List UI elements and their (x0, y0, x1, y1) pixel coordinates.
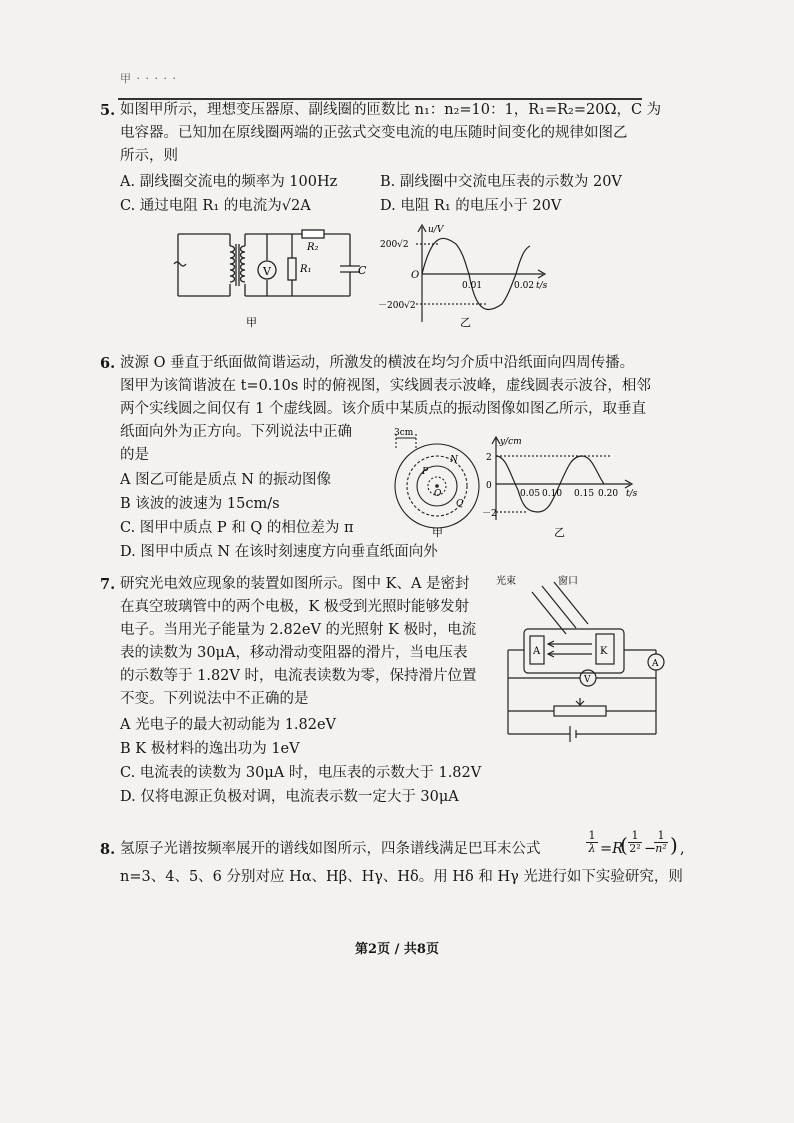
q6-scale-label: 3cm (394, 428, 414, 438)
q5-r1-label: R₁ (300, 264, 312, 275)
q6-option-c: C. 图甲中质点 P 和 Q 的相位差为 π (120, 520, 354, 536)
q7-window-label: 窗口 (558, 576, 578, 587)
q6-line-2: 图甲为该简谐波在 t=0.10s 时的俯视图，实线圆表示波峰，虚线圆表示波谷，相邻 (120, 378, 651, 394)
q5-graph-t1: 0.01 (462, 281, 483, 291)
q5-graph-origin: O (411, 270, 420, 281)
top-scrap-text: 甲 · · · · · (120, 72, 177, 85)
q6-graph-ymin: －2 (482, 509, 497, 519)
q8-formula-comma: , (680, 841, 685, 857)
q6-point-p: P (422, 467, 429, 477)
q8-formula-lambda: λ (588, 842, 596, 855)
q5-voltage-graph (378, 222, 558, 334)
q7-line-3: 电子。当用光子能量为 2.82eV 的光照射 K 极时，电流 (120, 622, 477, 638)
q5-line-1: 如图甲所示，理想变压器原、副线圈的匝数比 n₁：n₂=10：1，R₁=R₂=20Ω，C 为 (120, 102, 662, 118)
q6-wave-figure (392, 426, 484, 538)
q5-graph-t2: 0.02 (514, 281, 535, 291)
q7-option-b: B K 极材料的逸出功为 1eV (120, 741, 300, 757)
q5-line-3: 所示，则 (120, 148, 178, 164)
q7-anode-label: A (533, 646, 541, 657)
q6-point-n: N (450, 455, 458, 465)
q6-graph-ymax: 2 (486, 453, 492, 463)
q5-r2-label: R₂ (307, 242, 319, 253)
q5-option-d: D. 电阻 R₁ 的电压小于 20V (380, 198, 562, 214)
q6-figure-a-caption: 甲 (432, 526, 443, 538)
q5-graph-ylabel: u/V (428, 225, 444, 235)
q6-vibration-graph (478, 434, 648, 540)
question-8 (100, 829, 685, 890)
q5-line-2: 电容器。已知加在原线圈两端的正弦式交变电流的电压随时间变化的规律如图乙 (120, 125, 628, 141)
q6-option-a: A 图乙可能是质点 N 的振动图像 (120, 472, 331, 488)
q6-option-b: B 该波的波速为 15cm/s (120, 496, 280, 512)
q6-graph-tick-1: 0.05 (520, 489, 541, 499)
q6-graph-ylabel: y/cm (500, 437, 522, 447)
q8-formula-r: =R (600, 841, 624, 857)
q5-graph-ymin: －200√2 (378, 301, 416, 311)
q6-line-5: 的是 (120, 447, 149, 463)
page-footer: 第2页 / 共8页 (355, 942, 439, 957)
q6-graph-origin: 0 (486, 481, 492, 491)
q7-option-c: C. 电流表的读数为 30μA 时，电压表的示数大于 1.82V (120, 765, 482, 781)
q5-graph-xlabel: t/s (536, 281, 548, 291)
q8-formula-paren-left: ( (620, 833, 628, 857)
q8-line-1: 氢原子光谱按频率展开的谱线如图所示，四条谱线满足巴耳末公式 (120, 841, 541, 857)
q8-formula-two-squared: 2² (629, 842, 641, 855)
q6-graph-xlabel: t/s (626, 489, 638, 499)
q8-formula-term1: 1 2² (629, 829, 641, 855)
q5-voltmeter-label: V (263, 265, 271, 278)
q7-option-a: A 光电子的最大初动能为 1.82eV (120, 717, 337, 733)
q5-number: 5. (100, 102, 116, 119)
q8-formula-paren-right: ) (670, 833, 678, 857)
q5-circuit-figure (170, 224, 370, 334)
q5-figure-a-caption: 甲 (246, 316, 257, 329)
q8-line-2: n=3、4、5、6 分别对应 Hα、Hβ、Hγ、Hδ。用 Hδ 和 Hγ 光进行如下实验研究，则 (120, 869, 683, 885)
q7-line-4: 表的读数为 30μA，移动滑动变阻器的滑片，当电压表 (120, 645, 468, 661)
q6-number: 6. (100, 355, 116, 372)
q7-beam-label: 光束 (496, 576, 516, 587)
q7-option-d: D. 仅将电源正负极对调，电流表示数一定大于 30μA (120, 789, 459, 805)
q7-cathode-label: K (600, 646, 608, 657)
q7-voltmeter-label: V (584, 675, 591, 685)
q7-ammeter-label: A (652, 659, 659, 669)
q5-option-c: C. 通过电阻 R₁ 的电流为√2A (120, 198, 311, 214)
q6-graph-tick-2: 0.10 (542, 489, 563, 499)
q7-line-6: 不变。下列说法中不正确的是 (120, 691, 309, 707)
q6-point-q: Q (456, 499, 464, 509)
q6-figure-b-caption: 乙 (554, 526, 565, 539)
q7-line-5: 的示数等于 1.82V 时，电流表读数为零，保持滑片位置 (120, 668, 477, 684)
q8-formula-term2: 1 n² (655, 829, 667, 855)
q6-line-4: 纸面向外为正方向。下列说法中正确 (120, 424, 352, 440)
q7-line-2: 在真空玻璃管中的两个电极，K 极受到光照时能够发射 (120, 599, 469, 615)
q5-capacitor-label: C (358, 264, 367, 277)
q6-option-d: D. 图甲中质点 N 在该时刻速度方向垂直纸面向外 (120, 544, 438, 560)
q5-option-b: B. 副线圈中交流电压表的示数为 20V (380, 174, 622, 190)
q5-figure-b-caption: 乙 (460, 316, 471, 329)
q5-option-a: A. 副线圈交流电的频率为 100Hz (120, 174, 338, 190)
q8-formula-lhs (586, 830, 598, 855)
q5-graph-ymax: 200√2 (380, 240, 409, 250)
q8-formula-minus: − (644, 841, 657, 857)
q6-line-3: 两个实线圆之间仅有 1 个虚线圆。该介质中某质点的振动图像如图乙所示，取垂直 (120, 401, 646, 417)
q7-line-1: 研究光电效应现象的装置如图所示。图中 K、A 是密封 (120, 576, 470, 592)
q8-formula-one: 1 (586, 830, 598, 843)
q6-line-1: 波源 O 垂直于纸面做简谐运动，所激发的横波在均匀介质中沿纸面向四周传播。 (120, 355, 635, 371)
q8-formula-n-squared: n² (655, 842, 667, 855)
q6-point-o: O (434, 489, 442, 499)
q6-graph-tick-3: 0.15 (574, 489, 595, 499)
q7-apparatus-figure (496, 574, 686, 754)
q6-graph-tick-4: 0.20 (598, 489, 619, 499)
q7-number: 7. (100, 576, 116, 593)
q8-number: 8. (100, 841, 116, 858)
